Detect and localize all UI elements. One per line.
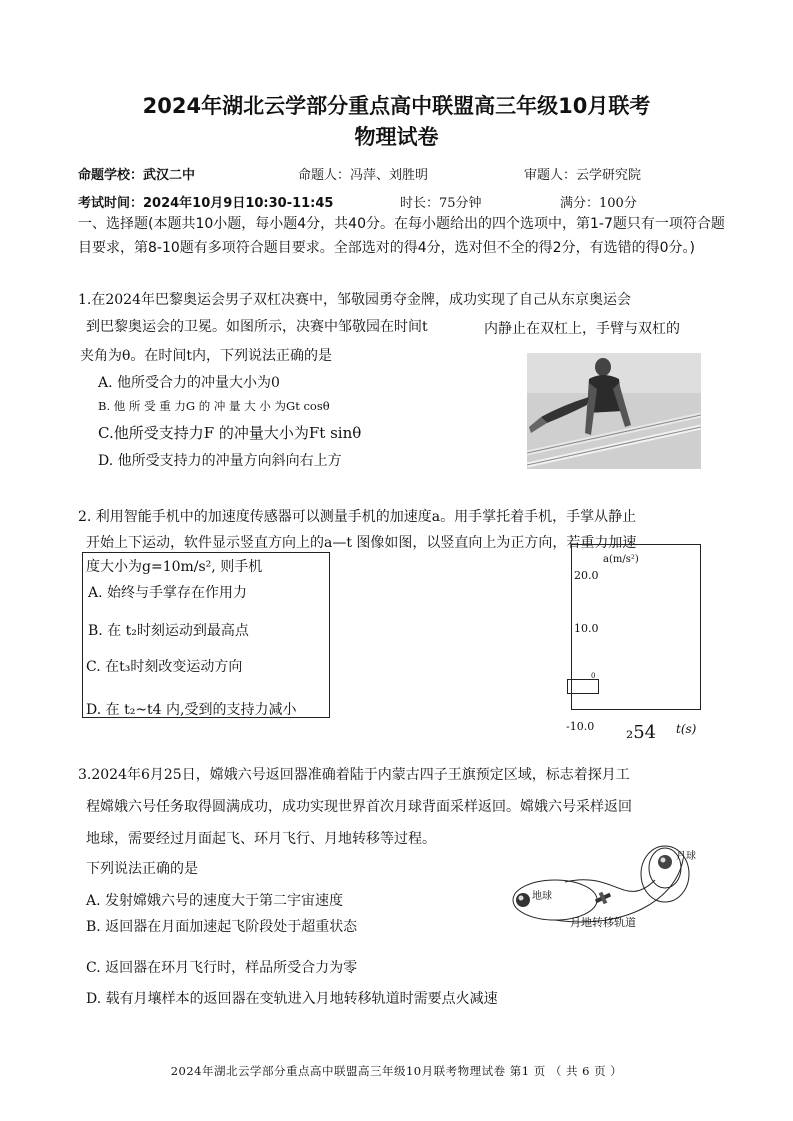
q2-line1: 2. 利用智能手机中的加速度传感器可以测量手机的加速度a。用手掌托着手机，手掌从静止 <box>78 509 637 525</box>
q2-option-b: B. 在 t₂时刻运动到最高点 <box>88 623 249 639</box>
moon-label: 月球 <box>676 851 696 862</box>
page-footer: 2024年湖北云学部分重点高中联盟高三年级10月联考物理试卷 第1 页 （ 共 6 页 ） <box>170 1064 623 1078</box>
q1-option-a: A. 他所受合力的冲量大小为0 <box>98 375 280 391</box>
meta-time: 考试时间：2024年10月9日10:30-11:45 <box>78 196 334 211</box>
q3-line1: 3.2024年6月25日，嫦娥六号返回器准确着陆于内蒙古四子王旗预定区域，标志着探月工 <box>78 767 630 783</box>
q1-option-d: D. 他所受支持力的冲量方向斜向右上方 <box>98 453 342 469</box>
q1-option-b: B. 他 所 受 重 力G 的 冲 量 大 小 为Gt cosθ <box>98 399 330 413</box>
q2-option-d: D. 在 t₂~t4 内,受到的支持力减小 <box>86 702 297 718</box>
graph-xlabel: t(s) <box>676 722 697 736</box>
q3-line3: 地球，需要经过月面起飞、环月飞行、月地转移等过程。 <box>86 831 436 847</box>
q1-line2b: 内静止在双杠上，手臂与双杠的 <box>484 321 680 337</box>
q1-line1: 1.在2024年巴黎奥运会男子双杠决赛中，邹敬园勇夺金牌，成功实现了自己从东京奥运会 <box>78 292 631 308</box>
earth-label: 地球 <box>532 891 552 902</box>
meta-reviewer: 审题人：云学研究院 <box>524 168 642 183</box>
q3-line4: 下列说法正确的是 <box>86 861 198 877</box>
q3-option-c: C. 返回器在环月飞行时，样品所受合力为零 <box>86 960 358 976</box>
q2-option-c: C. 在t₃时刻改变运动方向 <box>86 659 243 675</box>
q3-line2: 程嫦娥六号任务取得圆满成功，成功实现世界首次月球背面采样返回。嫦娥六号采样返回 <box>86 799 632 815</box>
meta-author: 命题人：冯萍、刘胜明 <box>298 168 429 183</box>
meta-school: 命题学校：武汉二中 <box>78 168 196 183</box>
page-title: 2024年湖北云学部分重点高中联盟高三年级10月联考 <box>142 94 651 118</box>
q1-option-c: C.他所受支持力F 的冲量大小为Ft sinθ <box>98 424 362 442</box>
section-heading: 一、选择题(本题共10小题，每小题4分，共40分。在每小题给出的四个选项中，第1-7题只有一项符合题目要求，第8-10题有多项符合题目要求。全部选对的得4分，选对但不全的得2分，有选错的得0分。) <box>78 216 725 256</box>
q1-line2a: 到巴黎奥运会的卫冕。如图所示，决赛中邹敬园在时间t <box>86 319 428 335</box>
orbit-label: 月地转移轨道 <box>570 916 636 929</box>
graph-ylabel: a(m/s²) <box>603 554 639 565</box>
q3-option-a: A. 发射嫦娥六号的速度大于第二宇宙速度 <box>86 893 344 909</box>
meta-score: 满分：100分 <box>560 196 637 211</box>
graph-tick-neg10: -10.0 <box>566 720 595 733</box>
graph-tick-0: 0 <box>591 672 596 680</box>
q2-line3: 度大小为g=10m/s², 则手机 <box>86 559 263 575</box>
meta-duration: 时长：75分钟 <box>400 196 482 211</box>
q2-option-a: A. 始终与手掌存在作用力 <box>88 585 248 601</box>
page-subtitle: 物理试卷 <box>354 125 439 149</box>
gymnast-photo <box>527 353 701 469</box>
earth-icon <box>516 893 530 907</box>
q3-option-b: B. 返回器在月面加速起飞阶段处于超重状态 <box>86 919 358 935</box>
q1-line3: 夹角为θ。在时间t内，下列说法正确的是 <box>80 348 333 364</box>
q2-line2: 开始上下运动，软件显示竖直方向上的a—t 图像如图，以竖直向上为正方向，若重力加速 <box>86 535 637 551</box>
graph-tick-20: 20.0 <box>574 569 599 582</box>
moon-icon <box>658 855 672 869</box>
graph-origin-box <box>567 679 599 694</box>
q3-option-d: D. 载有月壤样本的返回器在变轨进入月地转移轨道时需要点火减速 <box>86 991 498 1007</box>
graph-tick-10: 10.0 <box>574 622 599 635</box>
graph-xticks: ₂54 <box>626 722 657 743</box>
gymnast-illustration <box>527 353 701 469</box>
